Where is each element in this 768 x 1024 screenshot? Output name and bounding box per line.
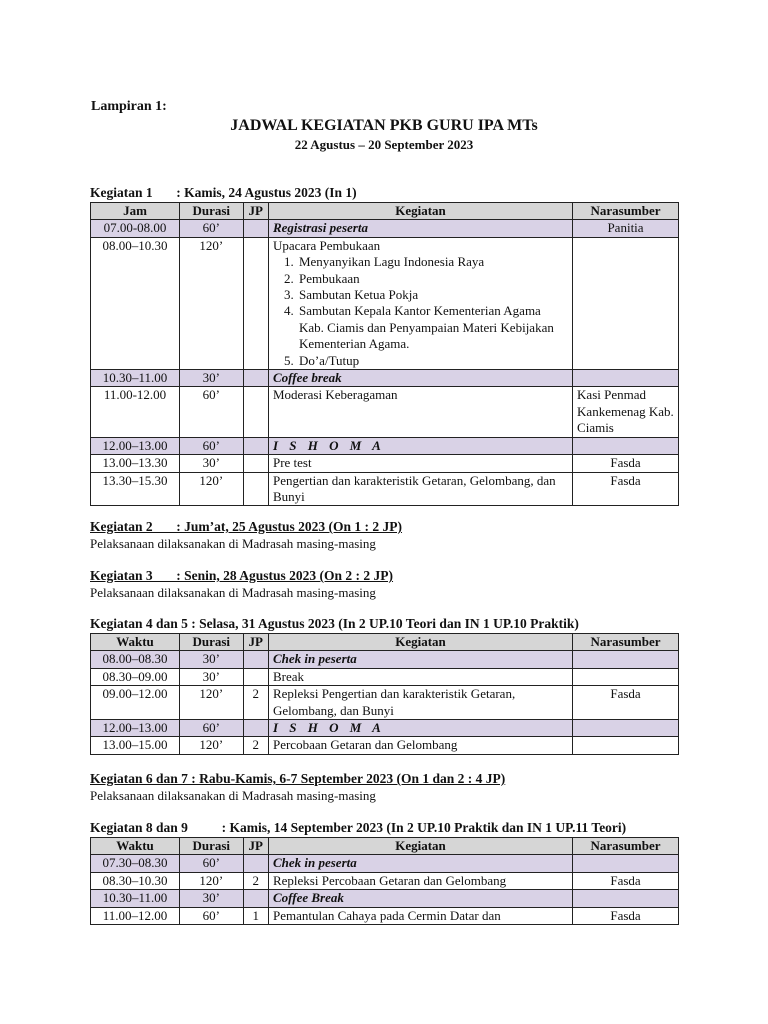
header-jp: JP — [243, 838, 268, 855]
cell-kegiatan: Chek in peserta — [268, 651, 572, 668]
cell-jp — [243, 890, 268, 907]
cell-narasumber: Panitia — [573, 220, 679, 237]
cell-narasumber — [573, 437, 679, 454]
header-narasumber: Narasumber — [573, 634, 679, 651]
table-header-row — [91, 203, 679, 220]
cell-jam: 08.30–10.30 — [91, 872, 180, 889]
cell-jp: 2 — [243, 737, 268, 754]
table-row — [91, 651, 679, 668]
cell-kegiatan — [268, 237, 572, 369]
table-row — [91, 872, 679, 889]
cell-durasi: 30’ — [179, 890, 243, 907]
cell-narasumber: Fasda — [573, 872, 679, 889]
cell-durasi: 60’ — [179, 720, 243, 737]
header-waktu: Waktu — [91, 634, 180, 651]
cell-jam: 12.00–13.00 — [91, 720, 180, 737]
cell-kegiatan: Percobaan Getaran dan Gelombang — [268, 737, 572, 754]
cell-jp — [243, 855, 268, 872]
header-waktu: Waktu — [91, 838, 180, 855]
list-item: 1. Menyanyikan Lagu Indonesia Raya — [297, 254, 568, 270]
cell-jam: 11.00–12.00 — [91, 907, 180, 924]
table-header-row — [91, 634, 679, 651]
cell-durasi: 60’ — [179, 437, 243, 454]
header-kegiatan: Kegiatan — [268, 203, 572, 220]
cell-kegiatan: Pengertian dan karakteristik Getaran, Gelombang, dan Bunyi — [268, 472, 572, 506]
cell-durasi: 30’ — [179, 370, 243, 387]
table-row — [91, 737, 679, 754]
kegiatan-8-9-heading: Kegiatan 8 dan 9 : Kamis, 14 September 2023 (In 2 UP.10 Praktik dan IN 1 UP.11 Teori) — [90, 820, 627, 835]
cell-narasumber: Fasda — [573, 907, 679, 924]
lampiran-label: Lampiran 1: — [91, 99, 167, 114]
table-row — [91, 437, 679, 454]
list-item: 5. Do’a/Tutup — [297, 353, 568, 369]
table-row — [91, 220, 679, 237]
table-row — [91, 237, 679, 369]
table-row — [91, 668, 679, 685]
cell-jp — [243, 455, 268, 472]
cell-durasi: 60’ — [179, 387, 243, 437]
cell-jam: 08.30–09.00 — [91, 668, 180, 685]
cell-kegiatan: Moderasi Keberagaman — [268, 387, 572, 437]
cell-narasumber — [573, 855, 679, 872]
table-row — [91, 387, 679, 437]
cell-kegiatan: Registrasi peserta — [268, 220, 572, 237]
cell-jam: 07.30–08.30 — [91, 855, 180, 872]
cell-durasi: 30’ — [179, 651, 243, 668]
cell-narasumber — [573, 890, 679, 907]
cell-kegiatan: Coffee Break — [268, 890, 572, 907]
kegiatan-6-7-section — [90, 771, 680, 804]
cell-jam: 07.00-08.00 — [91, 220, 180, 237]
cell-durasi: 30’ — [179, 668, 243, 685]
cell-jam: 13.00–13.30 — [91, 455, 180, 472]
cell-jam: 11.00-12.00 — [91, 387, 180, 437]
cell-kegiatan: I S H O M A — [268, 437, 572, 454]
document-title: JADWAL KEGIATAN PKB GURU IPA MTs — [230, 117, 538, 134]
cell-jam: 10.30–11.00 — [91, 890, 180, 907]
kegiatan-3-heading: Kegiatan 3 : Senin, 28 Agustus 2023 (On 2 : 2 JP) — [90, 568, 394, 583]
kegiatan-1-table — [90, 202, 679, 506]
cell-jp — [243, 220, 268, 237]
cell-narasumber — [573, 237, 679, 369]
cell-jp — [243, 387, 268, 437]
cell-kegiatan: Repleksi Percobaan Getaran dan Gelombang — [268, 872, 572, 889]
cell-jp: 2 — [243, 686, 268, 720]
cell-durasi: 120’ — [179, 237, 243, 369]
header-kegiatan: Kegiatan — [268, 634, 572, 651]
table-row — [91, 370, 679, 387]
cell-kegiatan: Coffee break — [268, 370, 572, 387]
cell-kegiatan: Pre test — [268, 455, 572, 472]
kegiatan-8-9-section — [90, 820, 680, 925]
cell-narasumber — [573, 651, 679, 668]
cell-jam: 09.00–12.00 — [91, 686, 180, 720]
cell-durasi: 60’ — [179, 907, 243, 924]
cell-narasumber — [573, 737, 679, 754]
table-row — [91, 720, 679, 737]
cell-jp — [243, 668, 268, 685]
cell-kegiatan: Repleksi Pengertian dan karakteristik Getaran, Gelombang, dan Bunyi — [268, 686, 572, 720]
cell-durasi: 120’ — [179, 686, 243, 720]
cell-kegiatan: Break — [268, 668, 572, 685]
document-subtitle: 22 Agustus – 20 September 2023 — [294, 137, 474, 152]
cell-narasumber — [573, 720, 679, 737]
header-narasumber: Narasumber — [573, 838, 679, 855]
cell-narasumber: Fasda — [573, 686, 679, 720]
table-row — [91, 686, 679, 720]
header-kegiatan: Kegiatan — [268, 838, 572, 855]
cell-durasi: 60’ — [179, 220, 243, 237]
kegiatan-8-9-table — [90, 837, 679, 925]
cell-jp — [243, 651, 268, 668]
cell-kegiatan: I S H O M A — [268, 720, 572, 737]
cell-jam: 13.30–15.30 — [91, 472, 180, 506]
header-durasi: Durasi — [179, 203, 243, 220]
cell-narasumber: Fasda — [573, 455, 679, 472]
kegiatan-2-section — [90, 519, 680, 552]
header-narasumber: Narasumber — [573, 203, 679, 220]
cell-jp — [243, 472, 268, 506]
table-row — [91, 455, 679, 472]
cell-durasi: 60’ — [179, 855, 243, 872]
cell-jp — [243, 237, 268, 369]
table-row — [91, 855, 679, 872]
header-jp: JP — [243, 634, 268, 651]
kegiatan-6-7-note: Pelaksanaan dilaksanakan di Madrasah masing-masing — [90, 788, 376, 803]
cell-jam: 08.00–08.30 — [91, 651, 180, 668]
cell-jam: 12.00–13.00 — [91, 437, 180, 454]
kegiatan-2-note: Pelaksanaan dilaksanakan di Madrasah masing-masing — [90, 536, 376, 551]
cell-jp: 1 — [243, 907, 268, 924]
table-row — [91, 907, 679, 924]
list-item: 4. Sambutan Kepala Kantor Kementerian Agama Kab. Ciamis dan Penyampaian Materi Kebijakan Kementerian Agama. — [297, 303, 568, 352]
header-jam: Jam — [91, 203, 180, 220]
list-item: 2. Pembukaan — [297, 271, 568, 287]
kegiatan-2-heading: Kegiatan 2 : Jum’at, 25 Agustus 2023 (On 1 : 2 JP) — [90, 519, 403, 534]
agenda-list — [273, 254, 568, 369]
cell-narasumber: Kasi Penmad Kankemenag Kab. Ciamis — [573, 387, 679, 437]
cell-jp — [243, 720, 268, 737]
cell-jp — [243, 437, 268, 454]
header-durasi: Durasi — [179, 634, 243, 651]
kegiatan-1-heading: Kegiatan 1 : Kamis, 24 Agustus 2023 (In 1) — [90, 185, 357, 200]
cell-jam: 13.00–15.00 — [91, 737, 180, 754]
cell-jam: 08.00–10.30 — [91, 237, 180, 369]
header-durasi: Durasi — [179, 838, 243, 855]
kegiatan-1-section — [90, 185, 680, 506]
kegiatan-6-7-heading: Kegiatan 6 dan 7 : Rabu-Kamis, 6-7 September 2023 (On 1 dan 2 : 4 JP) — [90, 771, 506, 786]
kegiatan-4-5-section — [90, 616, 680, 755]
cell-narasumber — [573, 668, 679, 685]
cell-durasi: 120’ — [179, 737, 243, 754]
cell-jam: 10.30–11.00 — [91, 370, 180, 387]
kegiatan-title: Upacara Pembukaan — [272, 237, 381, 253]
cell-durasi: 120’ — [179, 472, 243, 506]
cell-narasumber — [573, 370, 679, 387]
kegiatan-4-5-table — [90, 633, 679, 755]
kegiatan-3-note: Pelaksanaan dilaksanakan di Madrasah masing-masing — [90, 585, 376, 600]
cell-kegiatan: Chek in peserta — [268, 855, 572, 872]
header-jp: JP — [243, 203, 268, 220]
cell-jp: 2 — [243, 872, 268, 889]
table-row — [91, 890, 679, 907]
kegiatan-4-5-heading: Kegiatan 4 dan 5 : Selasa, 31 Agustus 2023 (In 2 UP.10 Teori dan IN 1 UP.10 Praktik) — [90, 616, 579, 631]
kegiatan-3-section — [90, 568, 680, 601]
cell-kegiatan: Pemantulan Cahaya pada Cermin Datar dan — [268, 907, 572, 924]
table-header-row — [91, 838, 679, 855]
table-row — [91, 472, 679, 506]
cell-durasi: 120’ — [179, 872, 243, 889]
cell-durasi: 30’ — [179, 455, 243, 472]
cell-jp — [243, 370, 268, 387]
cell-narasumber: Fasda — [573, 472, 679, 506]
list-item: 3. Sambutan Ketua Pokja — [297, 287, 568, 303]
